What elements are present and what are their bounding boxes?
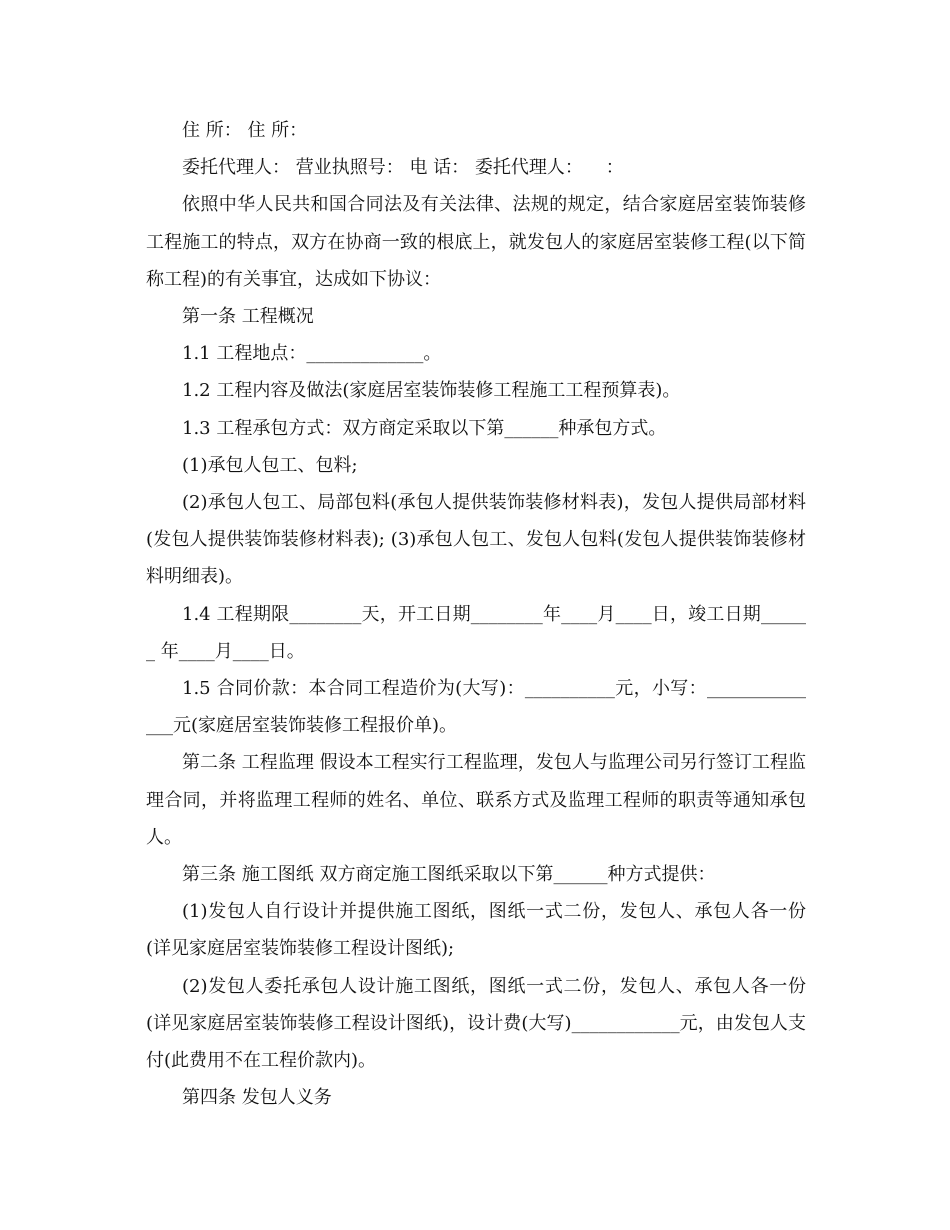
clause-1-3: 1.3 工程承包方式：双方商定采取以下第______种承包方式。 (182, 417, 667, 439)
clause-1-3-option-1: (1)承包人包工、包料; (182, 454, 358, 476)
clause-1-3-option-2-3: (2)承包人包工、局部包料(承包人提供装饰装修材料表)，发包人提供局部材料(发包人提供装饰装修材料表); (3)承包人包工、发包人包料(发包人提供装饰装修材料明细表)。 (146, 492, 806, 588)
article-4-heading: 第四条 发包人义务 (182, 1087, 332, 1109)
clause-1-2: 1.2 工程内容及做法(家庭居室装饰装修工程施工工程预算表)。 (182, 380, 681, 402)
article-1-heading: 第一条 工程概况 (182, 306, 314, 328)
article-3-option-1: (1)发包人自行设计并提供施工图纸，图纸一式二份，发包人、承包人各一份(详见家庭居室装饰装修工程设计图纸); (146, 901, 806, 960)
article-3-option-2: (2)发包人委托承包人设计施工图纸，图纸一式二份，发包人、承包人各一份(详见家庭居室装饰装修工程设计图纸)，设计费(大写)____________元，由发包人支付(此费用不在工程价款内)。 (146, 975, 806, 1072)
paragraph-address: 住 所： 住 所： (182, 120, 308, 141)
document-body (146, 112, 806, 1116)
clause-1-4: 1.4 工程期限________天，开工日期________年____月____日，竣工日期______ 年____月____日。 (146, 603, 806, 662)
article-3: 第三条 施工图纸 双方商定施工图纸采取以下第______种方式提供： (182, 864, 716, 886)
clause-1-1: 1.1 工程地点：_____________。 (182, 343, 442, 365)
paragraph-agent-license-phone: 委托代理人： 营业执照号： 电 话： 委托代理人： ： (182, 157, 624, 179)
clause-1-5: 1.5 合同价款：本合同工程造价为(大写)：__________元，小写：______________元(家庭居室装饰装修工程报价单)。 (146, 678, 806, 737)
article-2: 第二条 工程监理 假设本工程实行工程监理，发包人与监理公司另行签订工程监理合同，并将监理工程师的姓名、单位、联系方式及监理工程师的职责等通知承包人。 (146, 752, 806, 848)
paragraph-preamble: 依照中华人民共和国合同法及有关法律、法规的规定，结合家庭居室装饰装修工程施工的特点，双方在协商一致的根底上，就发包人的家庭居室装修工程(以下简称工程)的有关事宜，达成如下协议： (146, 194, 806, 290)
